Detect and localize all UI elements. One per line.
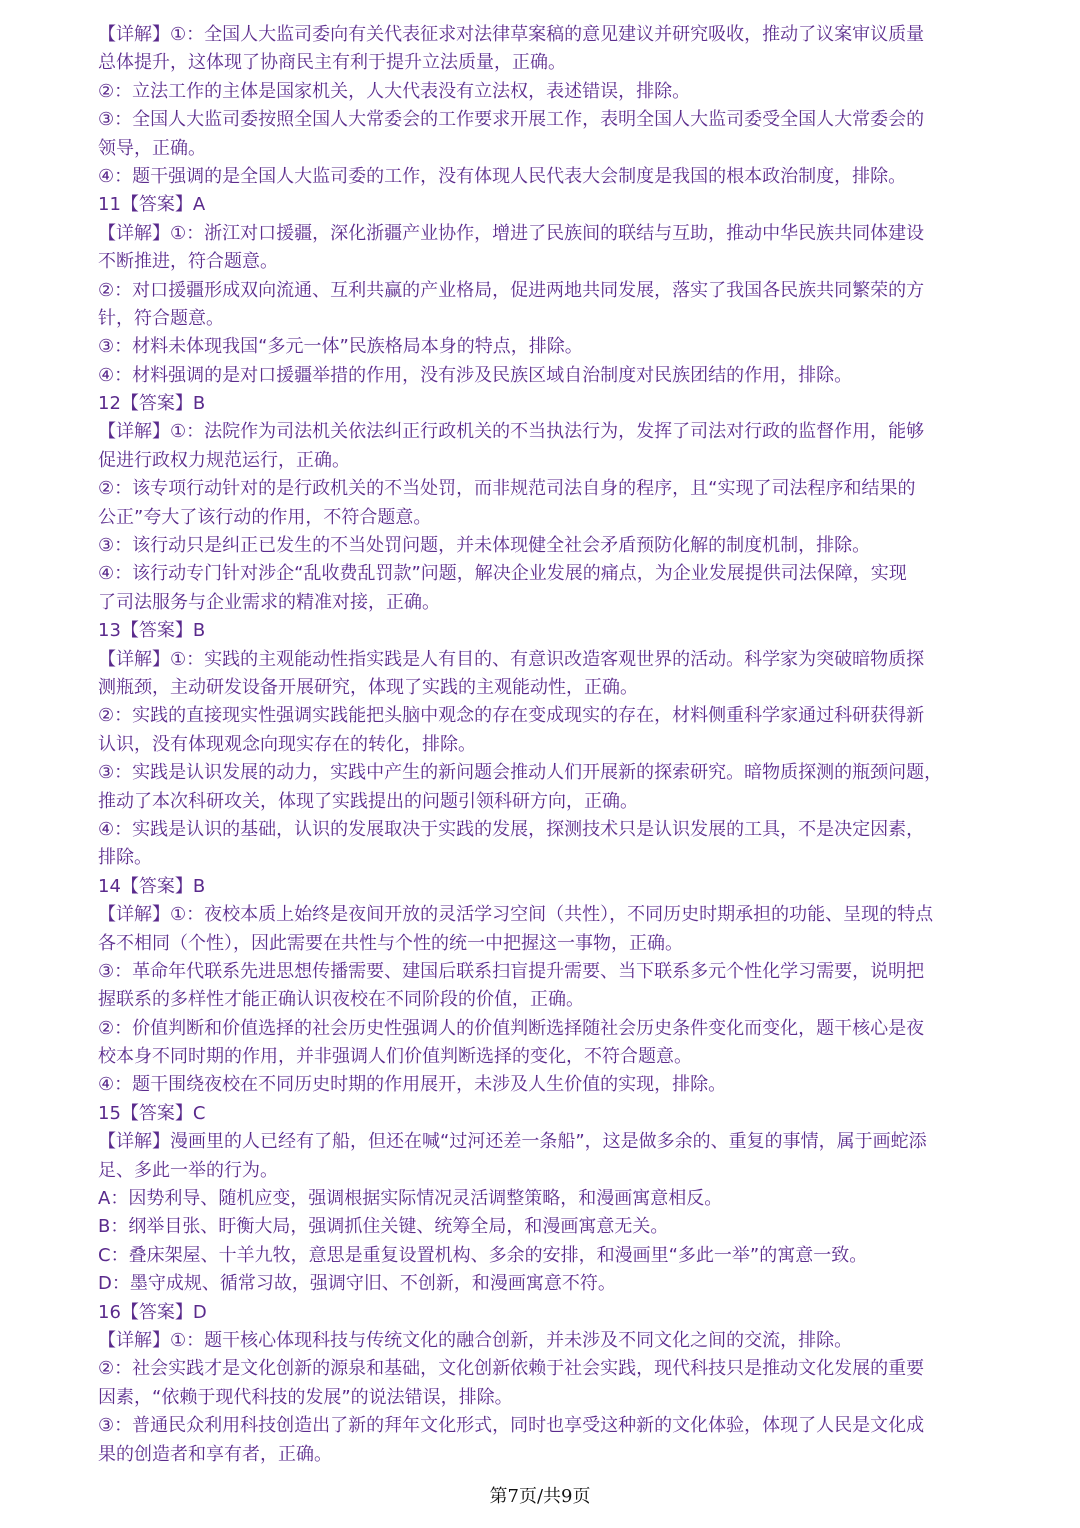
text-line: ③：普通民众利用科技创造出了新的拜年文化形式，同时也享受这种新的文化体验，体现了人民是文化成 bbox=[98, 1415, 925, 1437]
text-line: 针，符合题意。 bbox=[98, 307, 224, 329]
text-line: A：因势利导、随机应变，强调根据实际情况灵活调整策略，和漫画寓意相反。 bbox=[98, 1188, 723, 1210]
text-line: 各不相同（个性），因此需要在共性与个性的统一中把握这一事物，正确。 bbox=[98, 932, 683, 954]
text-line: ③：该行动只是纠正已发生的不当处罚问题，并未体现健全社会矛盾预防化解的制度机制，排除。 bbox=[98, 535, 871, 557]
text-line: ②：实践的直接现实性强调实践能把头脑中观念的存在变成现实的存在，材料侧重科学家通过科研获得新 bbox=[98, 705, 925, 727]
text-line: 公正”夸大了该行动的作用，不符合题意。 bbox=[98, 506, 432, 528]
text-line: ②：立法工作的主体是国家机关，人大代表没有立法权，表述错误，排除。 bbox=[98, 80, 691, 102]
text-line: 测瓶颈，主动研发设备开展研究，体现了实践的主观能动性，正确。 bbox=[98, 676, 638, 698]
text-line: 14【答案】B bbox=[98, 875, 206, 897]
text-line: 12【答案】B bbox=[98, 393, 206, 415]
text-line: 不断推进，符合题意。 bbox=[98, 251, 278, 273]
text-line: ③：实践是认识发展的动力，实践中产生的新问题会推动人们开展新的探索研究。暗物质探测的瓶颈问题， bbox=[98, 762, 943, 784]
text-line: 总体提升，这体现了协商民主有利于提升立法质量，正确。 bbox=[98, 52, 566, 74]
text-line: 11【答案】A bbox=[98, 194, 206, 216]
text-line: B：纲举目张、盱衡大局，强调抓住关键、统筹全局，和漫画寓意无关。 bbox=[98, 1216, 669, 1238]
text-line: 排除。 bbox=[98, 847, 152, 869]
text-line: ②：对口援疆形成双向流通、互利共赢的产业格局，促进两地共同发展，落实了我国各民族共同繁荣的方 bbox=[98, 279, 925, 301]
text-line: 【详解】①：全国人大监司委向有关代表征求对法律草案稿的意见建议并研究吸收，推动了议案审议质量 bbox=[98, 24, 925, 45]
text-line: 了司法服务与企业需求的精准对接，正确。 bbox=[98, 591, 440, 613]
text-line: D：墨守成规、循常习故，强调守旧、不创新，和漫画寓意不符。 bbox=[98, 1273, 616, 1295]
text-line: ③：革命年代联系先进思想传播需要、建国后联系扫盲提升需要、当下联系多元个性化学习需要，说明把 bbox=[98, 960, 925, 982]
text-line: 【详解】①：法院作为司法机关依法纠正行政机关的不当执法行为，发挥了司法对行政的监督作用，能够 bbox=[98, 421, 925, 443]
text-line: ②：该专项行动针对的是行政机关的不当处罚，而非规范司法自身的程序，且“实现了司法程序和结果的 bbox=[98, 478, 916, 500]
text-line: 校本身不同时期的作用，并非强调人们价值判断选择的变化，不符合题意。 bbox=[98, 1046, 692, 1068]
text-line: 认识，没有体现观念向现实存在的转化，排除。 bbox=[98, 733, 476, 755]
text-line: 【详解】①：浙江对口援疆，深化浙疆产业协作，增进了民族间的联结与互助，推动中华民族共同体建设 bbox=[98, 222, 925, 244]
text-line: ④：该行动专门针对涉企“乱收费乱罚款”问题，解决企业发展的痛点，为企业发展提供司法保障，实现 bbox=[98, 563, 907, 585]
text-line: 【详解】①：夜校本质上始终是夜间开放的灵活学习空间（共性），不同历史时期承担的功能、呈现的特点 bbox=[98, 904, 934, 926]
text-line: 果的创造者和享有者，正确。 bbox=[98, 1443, 332, 1465]
text-line: ②：社会实践才是文化创新的源泉和基础，文化创新依赖于社会实践，现代科技只是推动文化发展的重要 bbox=[98, 1358, 925, 1380]
text-line: 领导，正确。 bbox=[98, 137, 206, 159]
text-line: 15【答案】C bbox=[98, 1102, 206, 1124]
text-line: 握联系的多样性才能正确认识夜校在不同阶段的价值，正确。 bbox=[98, 989, 584, 1011]
text-line: 16【答案】D bbox=[98, 1301, 207, 1323]
text-line: ③：材料未体现我国“多元一体”民族格局本身的特点，排除。 bbox=[98, 336, 583, 358]
text-line: ④：材料强调的是对口援疆举措的作用，没有涉及民族区域自治制度对民族团结的作用，排除。 bbox=[98, 364, 853, 386]
text-line: 【详解】①：题干核心体现科技与传统文化的融合创新，并未涉及不同文化之间的交流，排除。 bbox=[98, 1329, 853, 1351]
text-line: 13【答案】B bbox=[98, 620, 206, 642]
text-line: ④：题干强调的是全国人大监司委的工作，没有体现人民代表大会制度是我国的根本政治制度，排除。 bbox=[98, 165, 907, 187]
text-line: ③：全国人大监司委按照全国人大常委会的工作要求开展工作，表明全国人大监司委受全国人大常委会的 bbox=[98, 109, 925, 131]
text-line: 推动了本次科研攻关，体现了实践提出的问题引领科研方向，正确。 bbox=[98, 790, 638, 812]
document-body bbox=[98, 21, 988, 1469]
text-line: 足、多此一举的行为。 bbox=[98, 1159, 278, 1181]
text-line: ④：题干围绕夜校在不同历史时期的作用展开，未涉及人生价值的实现，排除。 bbox=[98, 1074, 727, 1096]
text-line: ④：实践是认识的基础，认识的发展取决于实践的发展，探测技术只是认识发展的工具，不是决定因素， bbox=[98, 818, 925, 840]
text-line: 【详解】①：实践的主观能动性指实践是人有目的、有意识改造客观世界的活动。科学家为突破暗物质探 bbox=[98, 648, 925, 670]
text-line: 【详解】漫画里的人已经有了船，但还在喊“过河还差一条船”，这是做多余的、重复的事情，属于画蛇添 bbox=[98, 1131, 927, 1153]
text-line: 促进行政权力规范运行，正确。 bbox=[98, 449, 350, 471]
text-line: C：叠床架屋、十羊九牧，意思是重复设置机构、多余的安排，和漫画里“多此一举”的寓意一致。 bbox=[98, 1244, 868, 1266]
text-line: ②：价值判断和价值选择的社会历史性强调人的价值判断选择随社会历史条件变化而变化，题干核心是夜 bbox=[98, 1017, 925, 1039]
text-line: 因素，“依赖于现代科技的发展”的说法错误，排除。 bbox=[98, 1386, 513, 1408]
page-number-footer: 第7页/共9页 bbox=[489, 1486, 591, 1507]
